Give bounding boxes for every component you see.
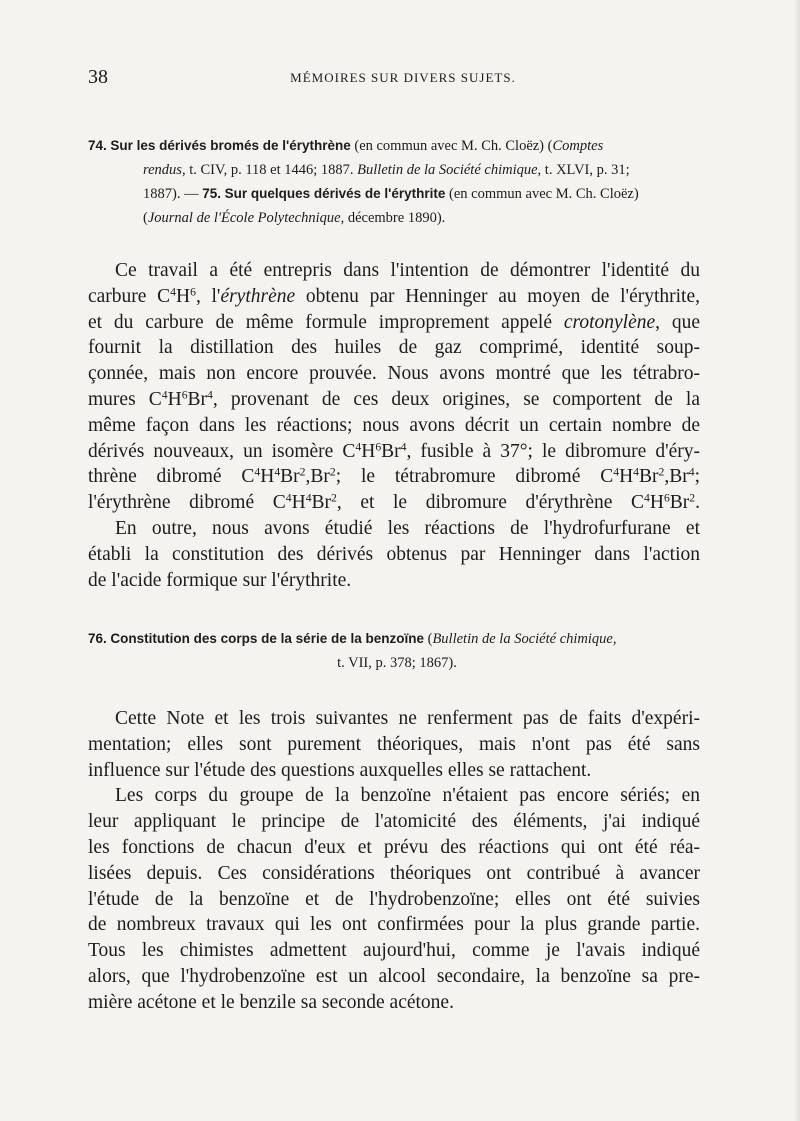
text-line: Cette Note et les trois suivantes ne renferment pas de faits d'expéri- [115,708,700,729]
text-line: çonnée, mais non encore prouvée. Nous avons montré que les tétrabro- [88,363,700,385]
text-line: de l'acide formique sur l'érythrite. [88,569,352,591]
running-title: MÉMOIRES SUR DIVERS SUJETS. [290,70,516,85]
text-line: établi la constitution des dérivés obtenus par Henninger dans l'action [88,543,700,565]
entry-line: t. VII, p. 378; 1867). [337,655,457,671]
text-line: fournit la distillation des huiles de gaz comprimé, identité soup- [88,337,700,359]
text-line: mentation; elles sont purement théoriques, mais n'ont pas été sans [88,733,700,755]
bibliography-entry-74 [88,134,706,230]
text-line: même façon dans les réactions; nous avons décrit un certain nombre de [88,414,700,436]
page-edge-shadow [794,0,800,1121]
text-line: et du carbure de même formule improprement appelé crotonylène, que [88,311,701,333]
text-line: Les corps du groupe de la benzoïne n'étaient pas encore sériés; en [115,785,700,807]
paragraph-benzoine [88,706,700,1016]
bibliography-entry-76 [88,627,706,675]
text-line: l'étude de la benzoïne et de l'hydrobenzoïne; elles ont été suivies [88,888,700,910]
entry-line: 74. Sur les dérivés bromés de l'érythrène (en commun avec M. Ch. Cloëz) (Comptes [88,138,604,154]
page-number: 38 [88,66,108,88]
entry-title: Constitution des corps de la série de la benzoïne [110,631,424,646]
text-line: de nombreux travaux qui les ont confirmées pour la plus grande partie. [88,914,700,936]
text-line: les fonctions de chacun d'eux et prévu des réactions qui ont été réa- [88,836,700,858]
text-line: mures $C^4H^6Br^4$, provenant de ces deux origines, se comportent de la [88,388,701,410]
paragraph-erythrene [88,258,700,593]
text-line: thrène dibromé $C^4H^4Br^2,Br^2$; le tétrabromure dibromé $C^4H^4Br^2,Br^4$; [88,465,700,488]
text-line: Tous les chimistes admettent aujourd'hui, comme je l'avais indiqué [88,940,700,962]
entry-line: 1887). — 75. Sur quelques dérivés de l'érythrite (en commun avec M. Ch. Cloëz) [143,186,639,202]
text-line: mière acétone et le benzile sa seconde acétone. [88,991,454,1013]
text-line: carbure $C^4H^6$, l'érythrène obtenu par Henninger au moyen de l'érythrite, [88,285,700,307]
entry-line: 76. Constitution des corps de la série de la benzoïne (Bulletin de la Société chimique, [88,631,617,647]
text-line: alors, que l'hydrobenzoïne est un alcool secondaire, la benzoïne sa pre- [88,965,700,987]
text-line: lisées depuis. Ces considérations théoriques ont contribué à avancer [88,862,700,884]
text-line: influence sur l'étude des questions auxquelles elles se rattachent. [88,759,592,781]
text-line: leur appliquant le principe de l'atomicité des éléments, j'ai indiqué [88,811,700,833]
entry-line: rendus, t. CIV, p. 118 et 1446; 1887. Bulletin de la Société chimique, t. XLVI, p. 31; [143,162,630,178]
text-line: dérivés nouveaux, un isomère $C^4H^6Br^4$, fusible à 37°; le dibromure d'éry- [88,440,700,462]
entry-line: (Journal de l'École Polytechnique, décembre 1890). [143,210,446,226]
entry-title: Sur quelques dérivés de l'érythrite [224,186,446,201]
text-line: Ce travail a été entrepris dans l'intention de démontrer l'identité du [115,260,700,281]
text-line: l'érythrène dibromé $C^4H^4Br^2$, et le dibromure d'érythrène $C^4H^6Br^2$. [88,491,701,514]
text-line: En outre, nous avons étudié les réactions de l'hydrofurfurane et [115,517,700,539]
page-header [88,66,718,96]
entry-title: Sur les dérivés bromés de l'érythrène [110,138,351,153]
